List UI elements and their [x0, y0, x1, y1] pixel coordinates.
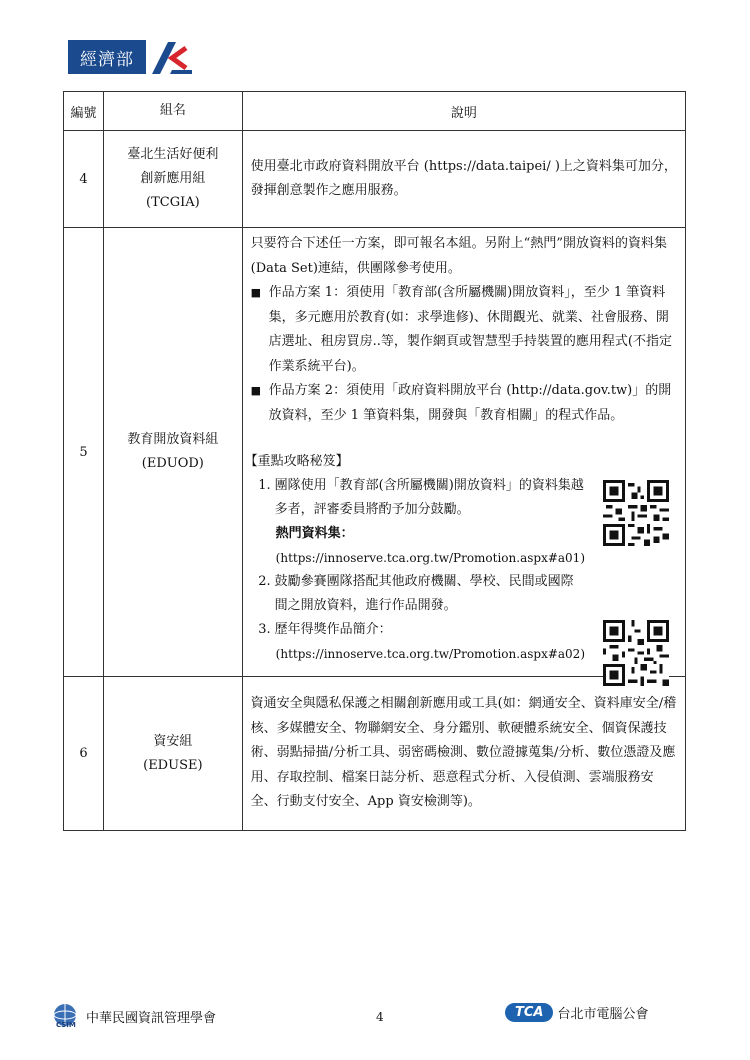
qr-code-icon[interactable] [603, 480, 669, 546]
row-description [242, 228, 685, 677]
list-item: 1. 團隊使用「教育部(含所屬機關)開放資料」的資料集越多者，評審委員將酌予加分鼓勵。 [258, 478, 584, 517]
hot-datasets-label: 熱門資料集： [275, 526, 354, 541]
qr-code-icon[interactable] [603, 620, 669, 686]
table-row [64, 228, 686, 677]
description-intro: 只要符合下述任一方案，即可報名本組。另附上“熱門”開放資料的資料集(Data Set)連結，供團隊參考使用。 [250, 236, 667, 276]
page-number: 4 [376, 1010, 384, 1024]
plan-text: 作品方案 1：須使用「教育部(含所屬機關)開放資料」，至少 1 筆資料集，多元應用於教育(如：求學進修)、休閒觀光、就業、社會服務、開店選址、租房買房..等，製作網頁或智慧型手持裝置的應用程式(不指定作業系統平台)。 [268, 285, 673, 374]
tca-footer-logo [505, 1003, 649, 1022]
csim-logo-text: CSIM [56, 1021, 76, 1029]
list-item: 3. 歷年得獎作品簡介： [258, 622, 392, 637]
row-number: 6 [64, 677, 104, 831]
header-number: 編號 [64, 92, 104, 131]
group-name-line: 創新應用組 [140, 171, 206, 186]
table-row [64, 131, 686, 228]
ministry-logo [68, 40, 196, 74]
table-header-row [64, 92, 686, 131]
plan-bullet [251, 281, 677, 379]
group-name-line: 教育開放資料組 [127, 432, 219, 447]
header-description: 說明 [242, 92, 685, 131]
square-bullet-icon: ■ [250, 286, 262, 299]
tips-title: 【重點攻略秘笈】 [244, 454, 349, 469]
plan-bullet [251, 379, 677, 428]
table-row [64, 677, 686, 831]
csim-footer-logo [52, 1003, 216, 1029]
tips-section [244, 450, 677, 666]
ministry-emblem-icon [146, 40, 196, 74]
page-footer [0, 1003, 750, 1033]
description-text: 資通安全與隱私保護之相關創新應用或工具(如：網通安全、資料庫安全/稽核、多媒體安全、物聯網安全、身分鑑別、軟硬體系統安全、個資保護技術、弱點掃描/分析工具、弱密碼檢測、數位證據蒐集/分析、數位憑證及應用、存取控制、檔案日誌分析、惡意程式分析、入侵偵測、雲端服務安全、行動支付安全、App 資安檢測等)。 [250, 696, 677, 810]
row-description [242, 131, 685, 228]
csim-org-name: 中華民國資訊管理學會 [86, 1010, 217, 1026]
row-group-name [104, 228, 243, 677]
promotion-link-a01[interactable]: (https://innoserve.tca.org.tw/Promotion.aspx#a01) [275, 551, 585, 565]
row-number: 5 [64, 228, 104, 677]
row-group-name [104, 131, 243, 228]
group-code: (EDUSE) [143, 757, 203, 773]
description-text: 使用臺北市政府資料開放平台 (https://data.taipei/ )上之資料集可加分，發揮創意製作之應用服務。 [250, 158, 677, 198]
header-group-name: 組名 [104, 92, 243, 131]
promotion-link-a02[interactable]: (https://innoserve.tca.org.tw/Promotion.aspx#a02) [275, 647, 585, 661]
plan-text: 作品方案 2：須使用「政府資料開放平台 (http://data.gov.tw)」的開放資料，至少 1 筆資料集，開發與「教育相關」的程式作品。 [268, 383, 672, 423]
ministry-logo-text: 經濟部 [68, 40, 146, 74]
row-group-name [104, 677, 243, 831]
group-code: (EDUOD) [141, 456, 204, 471]
tca-org-name: 台北市電腦公會 [557, 1007, 649, 1022]
square-bullet-icon: ■ [250, 384, 262, 397]
list-item: 2. 鼓勵參賽團隊搭配其他政府機關、學校、民間或國際間之開放資料，進行作品開發。 [258, 574, 574, 613]
row-number: 4 [64, 131, 104, 228]
group-code: (TCGIA) [146, 195, 200, 210]
group-name-line: 臺北生活好便利 [127, 147, 219, 162]
groups-table [63, 91, 686, 831]
csim-globe-icon [52, 1003, 82, 1029]
row-description [242, 677, 685, 831]
group-name-line: 資安組 [153, 733, 193, 749]
tca-logo-text: TCA [505, 1003, 553, 1022]
